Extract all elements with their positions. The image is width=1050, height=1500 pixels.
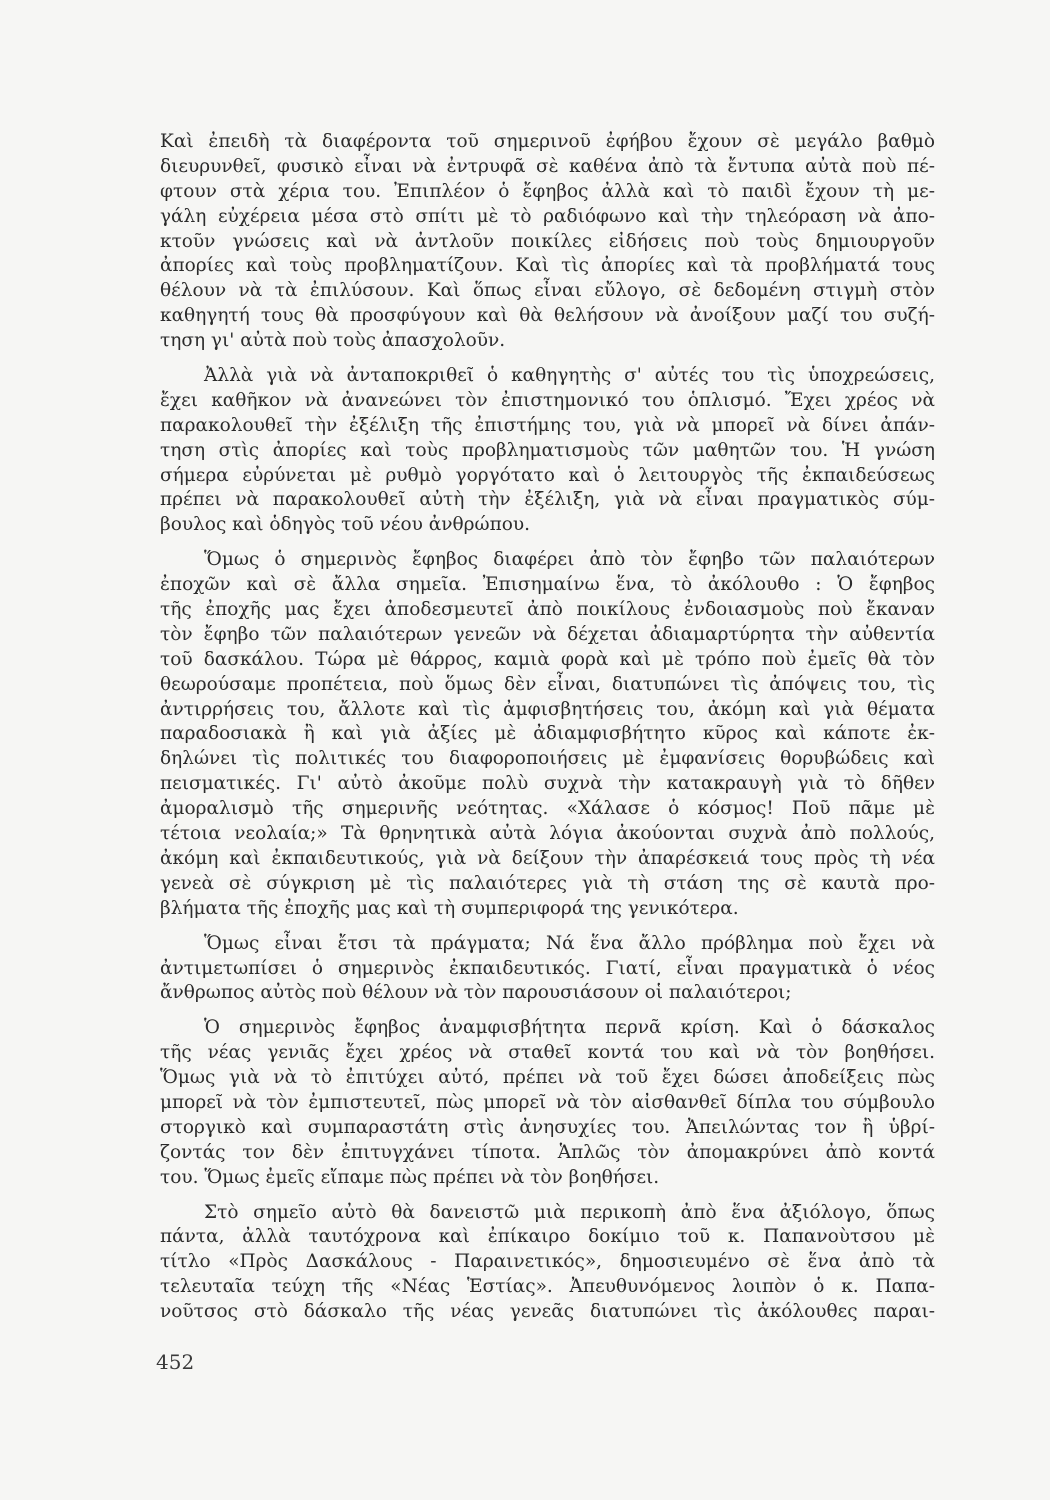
text-line: πρέπει νὰ παρακολουθεῖ αὐτὴ τὴν ἐξέλιξη, γιὰ νὰ εἶναι πραγματικὸς σύμ-	[160, 489, 935, 511]
text-line: πεισματικές. Γι' αὐτὸ ἀκοῦμε πολὺ συχνὰ τὴν κατακραυγὴ γιὰ τὸ δῆθεν	[160, 773, 935, 795]
text-line: ἐποχῶν καὶ σὲ ἄλλα σημεῖα. Ἐπισημαίνω ἕνα, τὸ ἀκόλουθο : Ὁ ἔφηβος	[160, 574, 935, 596]
page-body	[160, 130, 935, 1335]
text-line: τελευταῖα τεύχη τῆς «Νέας Ἑστίας». Ἀπευθυνόμενος λοιπὸν ὁ κ. Παπα-	[160, 1276, 935, 1298]
text-line: Ὅμως γιὰ νὰ τὸ ἐπιτύχει αὐτό, πρέπει νὰ τοῦ ἔχει δώσει ἀποδείξεις πὼς	[160, 1067, 935, 1089]
text-line: παρακολουθεῖ τὴν ἐξέλιξη τῆς ἐπιστήμης του, γιὰ νὰ μπορεῖ νὰ δίνει ἀπάν-	[160, 414, 935, 436]
text-line: κτοῦν γνώσεις καὶ νὰ ἀντλοῦν ποικίλες εἰδήσεις ποὺ τοὺς δημιουργοῦν	[160, 230, 935, 252]
paragraph-2	[160, 364, 935, 538]
text-line: γενεὰ σὲ σύγκριση μὲ τὶς παλαιότερες γιὰ τὴ στάση της σὲ καυτὰ προ-	[160, 872, 935, 894]
text-line: ἀκόμη καὶ ἐκπαιδευτικούς, γιὰ νὰ δείξουν τὴν ἀπαρέσκειά τους πρὸς τὴ νέα	[160, 847, 935, 869]
text-line: νοῦτσος στὸ δάσκαλο τῆς νέας γενεᾶς διατυπώνει τὶς ἀκόλουθες παραι-	[160, 1301, 935, 1323]
text-line: σήμερα εὐρύνεται μὲ ρυθμὸ γοργότατο καὶ ὁ λειτουργὸς τῆς ἐκπαιδεύσεως	[160, 464, 935, 486]
text-line: ζοντάς τον δὲν ἐπιτυγχάνει τίποτα. Ἁπλῶς τὸν ἀπομακρύνει ἀπὸ κοντά	[160, 1141, 935, 1163]
text-line: Καὶ ἐπειδὴ τὰ διαφέροντα τοῦ σημερινοῦ ἐφήβου ἔχουν σὲ μεγάλο βαθμὸ	[160, 131, 935, 152]
text-line: θεωρούσαμε προπέτεια, ποὺ ὅμως δὲν εἶναι, διατυπώνει τὶς ἀπόψεις του, τὶς	[160, 673, 935, 695]
text-line: πάντα, ἀλλὰ ταυτόχρονα καὶ ἐπίκαιρο δοκίμιο τοῦ κ. Παπανοὺτσου μὲ	[160, 1226, 935, 1248]
text-line: Ὁ σημερινὸς ἔφηβος ἀναμφισβήτητα περνᾶ κρίση. Καὶ ὁ δάσκαλος	[204, 1017, 935, 1039]
text-line: τίτλο «Πρὸς Δασκάλους - Παραινετικός», δημοσιευμένο σὲ ἕνα ἀπὸ τὰ	[160, 1251, 935, 1273]
text-line: μπορεῖ νὰ τὸν ἐμπιστευτεῖ, πὼς μπορεῖ νὰ τὸν αἰσθανθεῖ δίπλα του σύμβουλο	[160, 1091, 935, 1113]
text-line: τὸν ἔφηβο τῶν παλαιότερων γενεῶν νὰ δέχεται ἀδιαμαρτύρητα τὴν αὐθεντία	[160, 623, 935, 645]
text-line: ἄνθρωπος αὐτὸς ποὺ θέλουν νὰ τὸν παρουσιάσουν οἱ παλαιότεροι;	[160, 982, 792, 1004]
text-line: τηση γι' αὐτὰ ποὺ τοὺς ἀπασχολοῦν.	[160, 330, 506, 352]
text-line: διευρυνθεῖ, φυσικὸ εἶναι νὰ ἐντρυφᾶ σὲ καθένα ἀπὸ τὰ ἔντυπα αὐτὰ ποὺ πέ-	[160, 155, 935, 177]
paragraph-4	[160, 932, 935, 1007]
text-line: Ὅμως ὁ σημερινὸς ἔφηβος διαφέρει ἀπὸ τὸν ἔφηβο τῶν παλαιότερων	[204, 549, 935, 571]
text-line: ἀπορίες καὶ τοὺς προβληματίζουν. Καὶ τὶς ἀπορίες καὶ τὰ προβλήματά τους	[160, 255, 935, 277]
text-line: καθηγητή τους θὰ προσφύγουν καὶ θὰ θελήσουν νὰ ἀνοίξουν μαζί του συζή-	[160, 305, 935, 327]
text-line: τῆς νέας γενιᾶς ἔχει χρέος νὰ σταθεῖ κοντά του καὶ νὰ τὸν βοηθήσει.	[160, 1042, 935, 1064]
paragraph-1	[160, 130, 935, 354]
paragraph-3	[160, 548, 935, 921]
paragraph-6	[160, 1201, 935, 1325]
text-line: τῆς ἐποχῆς μας ἔχει ἀποδεσμευτεῖ ἀπὸ ποικίλους ἐνδοιασμοὺς ποὺ ἔκαναν	[160, 599, 935, 621]
text-line: δηλώνει τὶς πολιτικές του διαφοροποιήσεις μὲ ἐμφανίσεις θορυβώδεις καὶ	[160, 748, 935, 770]
text-line: γάλη εὐχέρεια μέσα στὸ σπίτι μὲ τὸ ραδιόφωνο καὶ τὴν τηλεόραση νὰ ἀπο-	[160, 205, 935, 227]
text-line: του. Ὅμως ἐμεῖς εἴπαμε πὼς πρέπει νὰ τὸν βοηθήσει.	[160, 1166, 660, 1188]
text-line: τηση στὶς ἀπορίες καὶ τοὺς προβληματισμοὺς τῶν μαθητῶν του. Ἡ γνώση	[160, 439, 935, 461]
text-line: φτουν στὰ χέρια του. Ἐπιπλέον ὁ ἔφηβος ἀλλὰ καὶ τὸ παιδὶ ἔχουν τὴ με-	[160, 180, 935, 202]
text-line: ἀντιμετωπίσει ὁ σημερινὸς ἐκπαιδευτικός. Γιατί, εἶναι πραγματικὰ ὁ νέος	[160, 957, 935, 979]
text-line: τέτοια νεολαία;» Τὰ θρηνητικὰ αὐτὰ λόγια ἀκούονται συχνὰ ἀπὸ πολλούς,	[160, 823, 935, 845]
text-line: Ἀλλὰ γιὰ νὰ ἀνταποκριθεῖ ὁ καθηγητὴς σ' αὐτές του τὶς ὑποχρεώσεις,	[204, 365, 935, 387]
text-line: ἔχει καθῆκον νὰ ἀνανεώνει τὸν ἐπιστημονικό του ὁπλισμό. Ἔχει χρέος νὰ	[160, 389, 935, 411]
text-line: ἀμοραλισμὸ τῆς σημερινῆς νεότητας. «Χάλασε ὁ κόσμος! Ποῦ πᾶμε μὲ	[160, 798, 935, 820]
text-line: ἀντιρρήσεις του, ἄλλοτε καὶ τὶς ἀμφισβητήσεις του, ἀκόμη καὶ γιὰ θέματα	[160, 698, 935, 720]
paragraph-5	[160, 1016, 935, 1190]
text-line: τοῦ δασκάλου. Τώρα μὲ θάρρος, καμιὰ φορὰ καὶ μὲ τρόπο ποὺ ἐμεῖς θὰ τὸν	[160, 648, 935, 670]
text-line: στοργικὸ καὶ συμπαραστάτη στὶς ἀνησυχίες του. Ἀπειλώντας τον ἢ ὑβρί-	[160, 1116, 935, 1138]
text-line: Ὅμως εἶναι ἔτσι τὰ πράγματα; Νά ἕνα ἄλλο πρόβλημα ποὺ ἔχει νὰ	[204, 932, 935, 954]
text-line: παραδοσιακὰ ἢ καὶ γιὰ ἀξίες μὲ ἀδιαμφισβήτητο κῦρος καὶ κάποτε ἐκ-	[160, 723, 935, 745]
text-line: Στὸ σημεῖο αὐτὸ θὰ δανειστῶ μιὰ περικοπὴ ἀπὸ ἕνα ἀξιόλογο, ὅπως	[204, 1201, 935, 1223]
text-line: βουλος καὶ ὁδηγὸς τοῦ νέου ἀνθρώπου.	[160, 514, 531, 536]
page-number: 452	[156, 1350, 195, 1374]
text-line: θέλουν νὰ τὰ ἐπιλύσουν. Καὶ ὅπως εἶναι εὔλογο, σὲ δεδομένη στιγμὴ στὸν	[160, 280, 935, 302]
text-line: βλήματα τῆς ἐποχῆς μας καὶ τὴ συμπεριφορά της γενικότερα.	[160, 897, 739, 919]
